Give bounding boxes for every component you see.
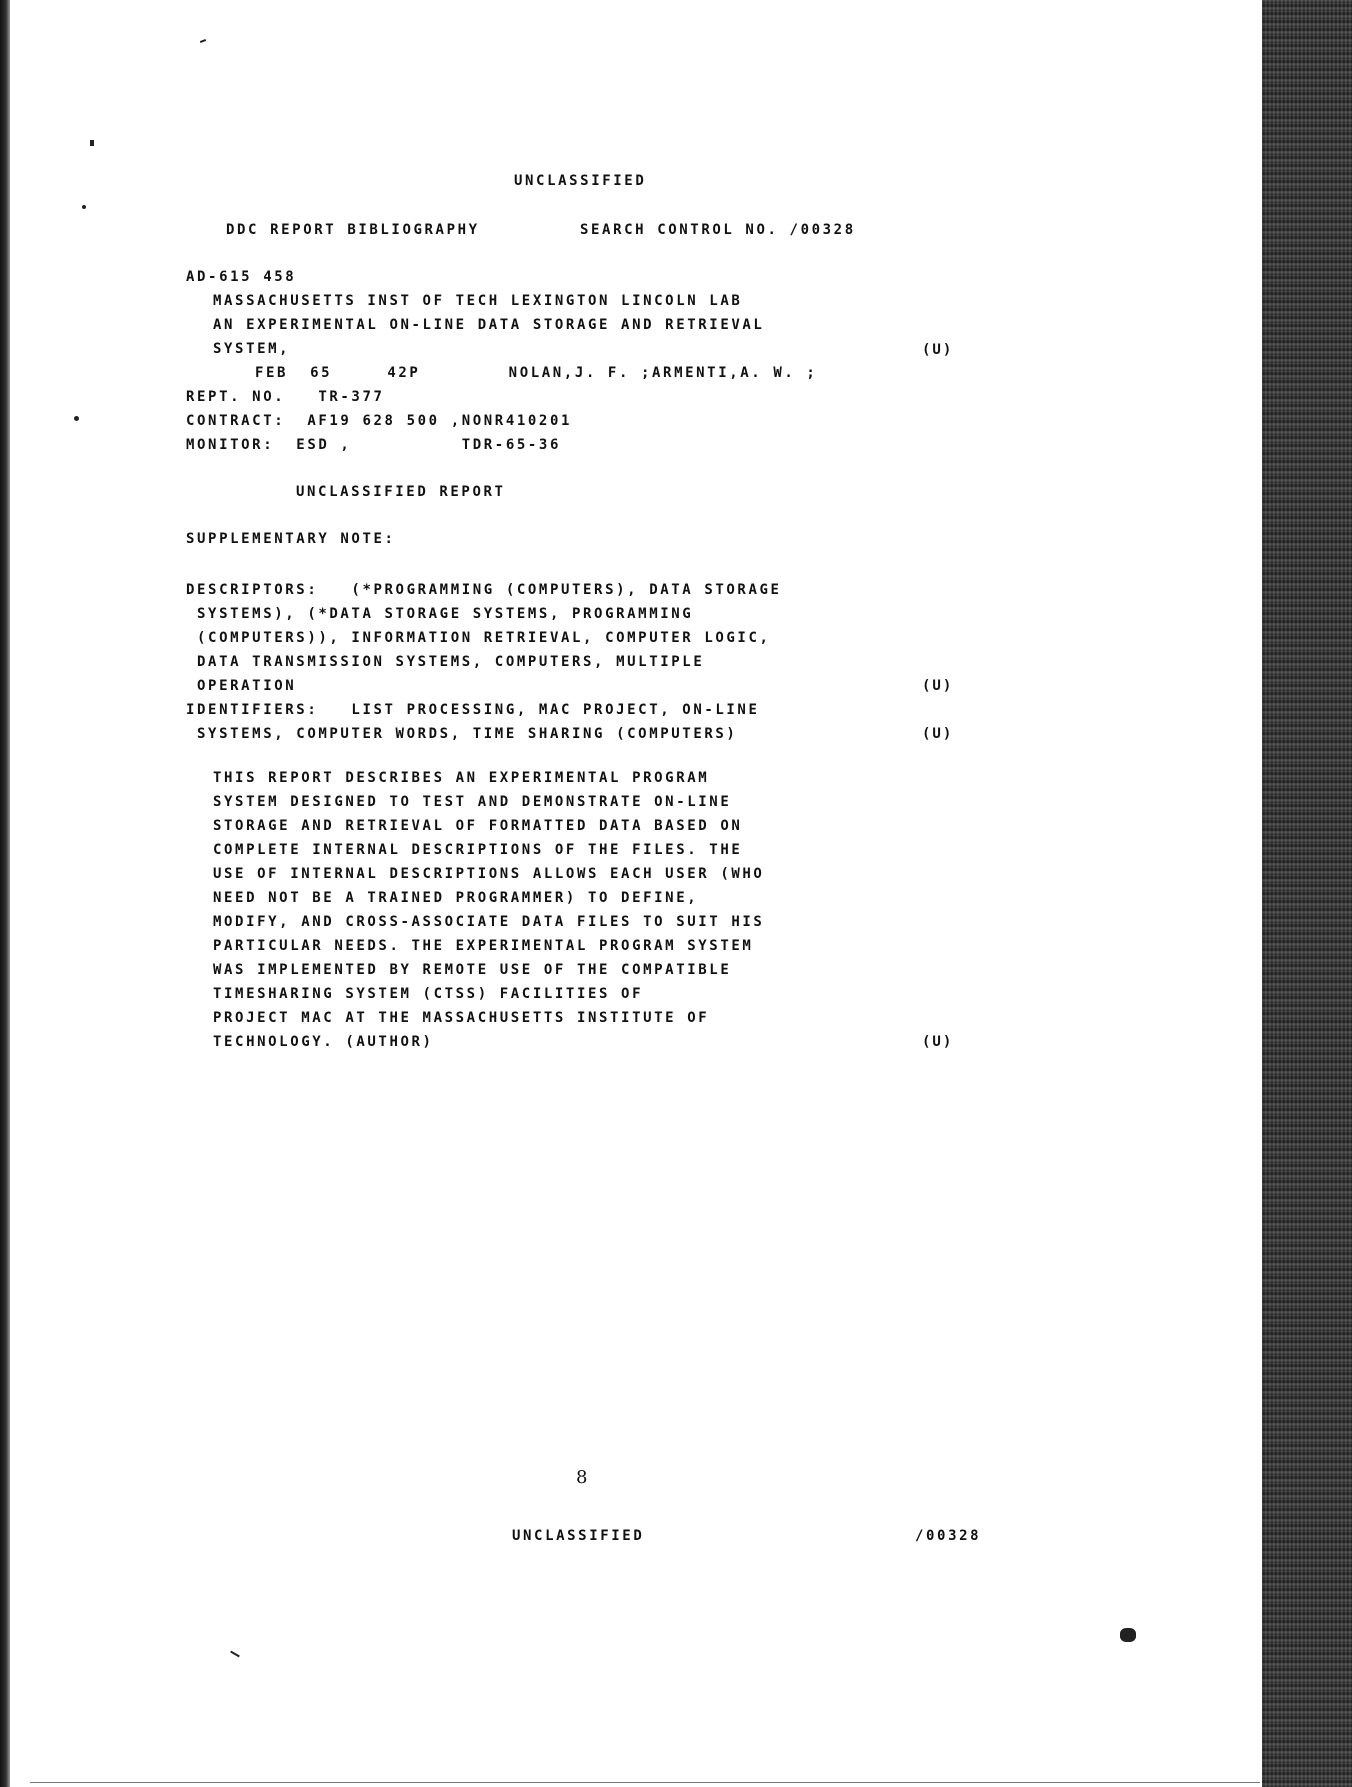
abstract-line: USE OF INTERNAL DESCRIPTIONS ALLOWS EACH USER (WHO xyxy=(213,866,765,882)
record-line: AN EXPERIMENTAL ON-LINE DATA STORAGE AND RETRIEVAL xyxy=(213,317,765,333)
scan-left-edge xyxy=(0,0,10,1787)
descriptors-classification-mark: (U) xyxy=(922,678,954,694)
scan-speck xyxy=(200,39,206,43)
descriptors-line: OPERATION xyxy=(186,678,297,694)
record-line: SYSTEM, xyxy=(213,341,291,357)
abstract-classification-mark: (U) xyxy=(922,1034,954,1050)
abstract-line: THIS REPORT DESCRIBES AN EXPERIMENTAL PROGRAM xyxy=(213,770,710,786)
scan-speck xyxy=(82,205,86,209)
header-classification: UNCLASSIFIED xyxy=(514,173,647,189)
system-classification-mark: (U) xyxy=(922,342,954,358)
descriptors-line: SYSTEMS), (*DATA STORAGE SYSTEMS, PROGRAMMING xyxy=(186,606,694,622)
abstract-line: PROJECT MAC AT THE MASSACHUSETTS INSTITUTE OF xyxy=(213,1010,710,1026)
date-authors-line: FEB 65 42P NOLAN,J. F. ;ARMENTI,A. W. ; xyxy=(255,365,818,381)
identifiers-line: IDENTIFIERS: LIST PROCESSING, MAC PROJECT, ON-LINE xyxy=(186,702,760,718)
search-control-number: SEARCH CONTROL NO. /00328 xyxy=(580,222,856,238)
scan-speck xyxy=(90,140,94,146)
bibliography-title: DDC REPORT BIBLIOGRAPHY xyxy=(226,222,480,238)
scan-speck xyxy=(1120,1628,1136,1642)
scan-speck xyxy=(230,1651,240,1658)
ad-number: AD-615 458 xyxy=(186,269,297,285)
report-classification: UNCLASSIFIED REPORT xyxy=(296,484,506,500)
descriptors-line: DATA TRANSMISSION SYSTEMS, COMPUTERS, MULTIPLE xyxy=(186,654,705,670)
contract-number: CONTRACT: AF19 628 500 ,NONR410201 xyxy=(186,413,573,429)
abstract-line: STORAGE AND RETRIEVAL OF FORMATTED DATA BASED ON xyxy=(213,818,743,834)
abstract-line: TIMESHARING SYSTEM (CTSS) FACILITIES OF xyxy=(213,986,644,1002)
scan-bottom-edge xyxy=(30,1782,1260,1783)
report-number: REPT. NO. TR-377 xyxy=(186,389,385,405)
abstract-line: SYSTEM DESIGNED TO TEST AND DEMONSTRATE ON-LINE xyxy=(213,794,732,810)
abstract-line: COMPLETE INTERNAL DESCRIPTIONS OF THE FILES. THE xyxy=(213,842,743,858)
monitor: MONITOR: ESD , TDR-65-36 xyxy=(186,437,561,453)
abstract-line: WAS IMPLEMENTED BY REMOTE USE OF THE COMPATIBLE xyxy=(213,962,732,978)
abstract-line: PARTICULAR NEEDS. THE EXPERIMENTAL PROGRAM SYSTEM xyxy=(213,938,754,954)
abstract-line: TECHNOLOGY. (AUTHOR) xyxy=(213,1034,434,1050)
identifiers-line: SYSTEMS, COMPUTER WORDS, TIME SHARING (COMPUTERS) xyxy=(186,726,738,742)
footer-classification: UNCLASSIFIED xyxy=(512,1528,645,1544)
scan-right-edge xyxy=(1262,0,1352,1787)
scan-speck xyxy=(74,416,79,421)
abstract-line: MODIFY, AND CROSS-ASSOCIATE DATA FILES TO SUIT HIS xyxy=(213,914,765,930)
page-number: 8 xyxy=(576,1467,588,1488)
record-line: MASSACHUSETTS INST OF TECH LEXINGTON LINCOLN LAB xyxy=(213,293,743,309)
footer-control-number: /00328 xyxy=(915,1528,982,1544)
descriptors-line: DESCRIPTORS: (*PROGRAMMING (COMPUTERS), DATA STORAGE xyxy=(186,582,782,598)
identifiers-classification-mark: (U) xyxy=(922,726,954,742)
abstract-line: NEED NOT BE A TRAINED PROGRAMMER) TO DEFINE, xyxy=(213,890,699,906)
descriptors-line: (COMPUTERS)), INFORMATION RETRIEVAL, COMPUTER LOGIC, xyxy=(186,630,771,646)
supplementary-note: SUPPLEMENTARY NOTE: xyxy=(186,531,396,547)
